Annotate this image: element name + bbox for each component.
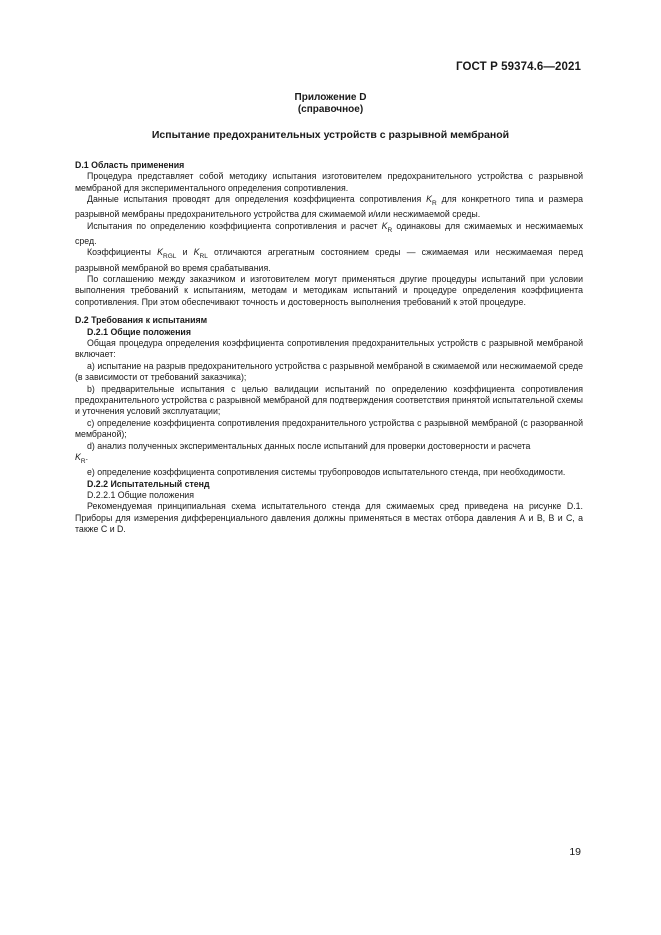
subsection-heading-d22: D.2.2 Испытательный стенд	[87, 478, 210, 489]
list-item-b: b) предварительные испытания с целью валидации испытаний по определению коэффициента сопротивления предохранительного устройства с разрывной мембраной для подтверждения соответствия принятой испытательной схемы и уточнения условий эксплуатации;	[75, 383, 583, 417]
appendix-heading	[0, 92, 661, 116]
section-heading-d1: D.1 Область применения	[75, 160, 185, 170]
text: и	[176, 247, 194, 258]
document-title: Испытание предохранительных устройств с разрывной мембраной	[151, 129, 510, 141]
paragraph: Процедура представляет собой методику испытания изготовителем предохранительного устройства с разрывной мембраной для экспериментального определения сопротивления.	[75, 171, 583, 193]
list-item-e: e) определение коэффициента сопротивления системы трубопроводов испытательного стенда, при необходимости.	[87, 467, 566, 478]
paragraph: Рекомендуемая принципиальная схема испытательного стенда для сжимаемых сред приведена на рисунке D.1. Приборы для измерения дифференциального давления должны применяться в местах отбора давления А и В, В и С, а также С и D.	[75, 501, 583, 535]
coefficient-krgl: $K_{RGL}$	[157, 247, 177, 261]
paragraph	[75, 247, 583, 274]
list-item-c: c) определение коэффициента сопротивления предохранительного устройства с разрывной мембраной (с разорванной мембраной);	[75, 417, 583, 440]
appendix-title: Приложение D	[294, 92, 367, 103]
paragraph	[75, 194, 583, 221]
coefficient-kr: $K_R$	[75, 452, 86, 465]
list-item-a: а) испытание на разрыв предохранительного устройства с разрывной мембраной в сжимаемой или несжимаемой среде (в зависимости от требований заказчика);	[75, 360, 583, 383]
paragraph	[75, 221, 583, 248]
document-body	[75, 160, 583, 536]
subsection-heading-d221: D.2.2.1 Общие положения	[87, 489, 194, 500]
page-number: 19	[569, 846, 581, 858]
list-item-d	[75, 441, 583, 468]
text: для конкретного типа и размера разрывной мембраны предохранительного устройства для сжимаемой и/или несжимаемой среды.	[75, 194, 583, 220]
text: .	[85, 452, 89, 462]
section-heading-d2: D.2 Требования к испытаниям	[75, 315, 208, 326]
paragraph: Общая процедура определения коэффициента сопротивления предохранительных устройств с разрывной мембраной включает:	[75, 337, 583, 360]
subsection-heading-d21: D.2.1 Общие положения	[87, 326, 191, 337]
text: d) анализ полученных экспериментальных данных после испытаний для проверки достоверности и расчета	[87, 440, 531, 451]
text: одинаковы для сжимаемых и несжимаемых сред.	[75, 220, 583, 246]
coefficient-kr: $K_R$	[426, 194, 437, 207]
text: Испытания по определению коэффициента сопротивления и расчет	[87, 220, 382, 231]
coefficient-krl: $K_{RL}$	[193, 247, 208, 261]
appendix-note: (справочное)	[297, 104, 364, 115]
document-code: ГОСТ Р 59374.6—2021	[456, 61, 581, 73]
paragraph: По соглашению между заказчиком и изготовителем могут применяться другие процедуры испытаний при условии выполнения требований к испытаниям, методам и методикам испытаний и процедуре определения коэффициента сопротивления. При этом обеспечивают точность и достоверность выполнения требований к этой процедуре.	[75, 273, 583, 307]
text: Коэффициенты	[87, 247, 158, 258]
text: отличаются агрегатным состоянием среды — сжимаемая или несжимаемая перед разрывной мембраной во время срабатывания.	[75, 247, 583, 273]
text: Данные испытания проводят для определения коэффициента сопротивления	[87, 194, 427, 205]
coefficient-kr: $K_R$	[381, 220, 393, 234]
